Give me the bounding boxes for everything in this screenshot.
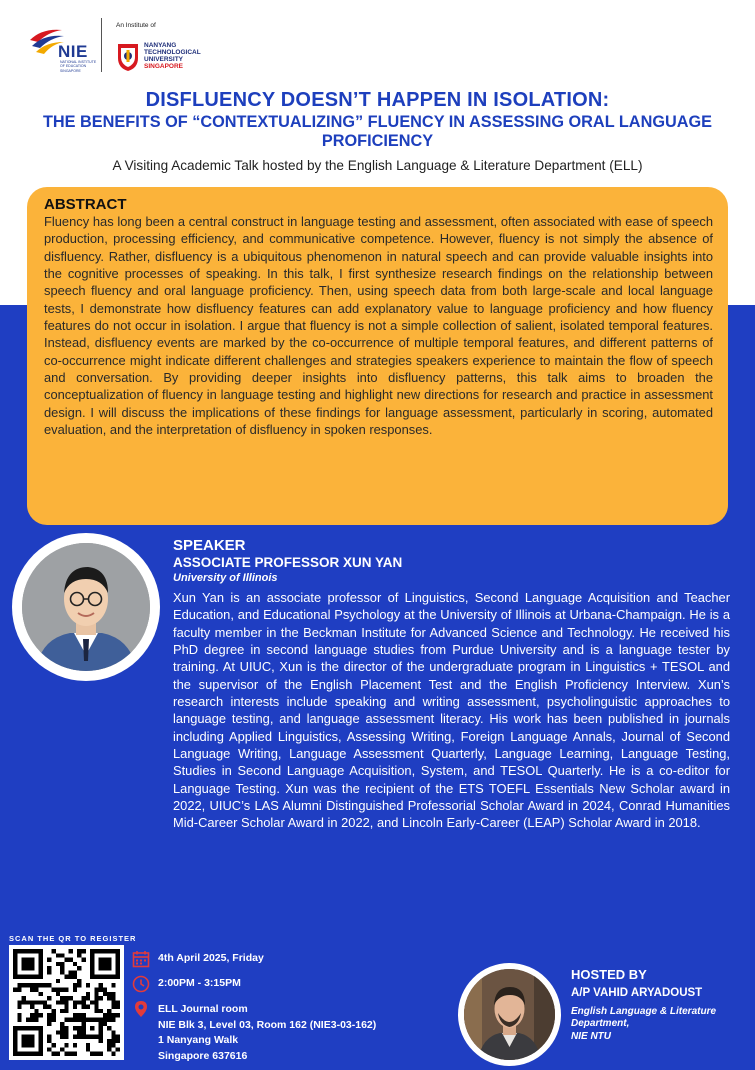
- speaker-name: ASSOCIATE PROFESSOR XUN YAN: [173, 555, 403, 570]
- nie-logo: [28, 22, 98, 76]
- speaker-avatar: [22, 543, 150, 671]
- abstract-box: [27, 187, 728, 525]
- institute-of-label: An Institute of: [116, 22, 156, 29]
- ntu-logo-text: [144, 42, 201, 70]
- host-portrait-icon: [464, 969, 555, 1060]
- event-venue: [158, 1002, 376, 1064]
- logo-divider: [101, 18, 102, 72]
- abstract-heading: ABSTRACT: [44, 196, 127, 213]
- host-photo: [458, 963, 561, 1066]
- location-pin-icon: [132, 1000, 150, 1018]
- host-affil-line: Department,: [571, 1018, 630, 1030]
- ntu-line: NANYANG: [144, 42, 177, 49]
- talk-host-line: A Visiting Academic Talk hosted by the English Language & Literature Department (ELL): [112, 158, 643, 173]
- registration-qr-code[interactable]: [9, 945, 124, 1060]
- main-title: DISFLUENCY DOESN’T HAPPEN IN ISOLATION:: [145, 89, 610, 111]
- sub-title: THE BENEFITS OF “CONTEXTUALIZING” FLUENCY IN ASSESSING ORAL LANGUAGE PROFICIENCY: [42, 113, 713, 150]
- event-time: 2:00PM - 3:15PM: [158, 977, 241, 989]
- venue-line: 1 Nanyang Walk: [158, 1034, 239, 1046]
- logo-bar: [28, 18, 328, 78]
- host-heading: HOSTED BY: [571, 967, 647, 982]
- ntu-line: TECHNOLOGICAL: [144, 49, 201, 56]
- qr-code-icon: [13, 949, 120, 1056]
- speaker-bio: Xun Yan is an associate professor of Linguistics, Second Language Acquisition and Teacher Education, and Educational Psychology at the University of Illinois at Urbana-Champaign. He is a faculty member in the Beckman Institute for Advanced Science and Technology. He received his PhD degree in second language studies from Purdue University and is a language tester by training. At UIUC, Xun is the director of the undergraduate program in Linguistics + TESOL and the supervisor of the English Placement Test and the English Proficiency Interview. Xun’s research interests include speaking and writing assessment, psycholinguistic approaches to language testing, and language assessment literacy. His work has been published in journals including Applied Linguistics, Assessing Writing, Foreign Language Annals, Journal of Second Language Writing, Language Assessment Quarterly, Language Learning, Language Testing, Studies in Second Language Acquisition, System, and TESOL Quarterly. He is a co-editor for Language Testing. Xun was the recipient of the ETS TOEFL Essentials New Scholar award in 2022, UIUC’s LAS Alumni Distinguished Professorial Scholar Award in 2024, Conrad Humanities Mid-Career Scholar Award in 2022, and Lincoln Early-Career (LEAP) Scholar Award in 2018.: [173, 590, 730, 831]
- speaker-portrait-icon: [22, 543, 150, 671]
- host-affiliation: [571, 1006, 751, 1043]
- host-name: A/P VAHID ARYADOUST: [571, 987, 703, 999]
- ntu-line: UNIVERSITY: [144, 56, 184, 63]
- speaker-affiliation: University of Illinois: [173, 572, 278, 584]
- venue-line: Singapore 637616: [158, 1049, 248, 1062]
- host-affil-line: English Language & Literature: [571, 1006, 717, 1017]
- nie-logo-text: NIE: [58, 42, 88, 61]
- abstract-body: Fluency has long been a central construct in language testing and assessment, often associated with ease of speech production, processing efficiency, and communicative competence. However, fluency is not simply the absence of disfluency. Rather, disfluency is a ubiquitous phenomenon in natural speech and can provide valuable insights into the cognitive processes of speaking. In this talk, I first synthesize research findings on the relationship between speech fluency and oral language proficiency. Then, using speech data from both large-scale and local language tests, I demonstrate how disfluency features can add explanatory value to language proficiency and how fluency features do not occur in isolation. I argue that fluency is not a simple collection of salient, isolated temporal features. Instead, disfluency events are marked by the co-occurrence of multiple temporal features, and different patterns of co-occurrence might indicate different challenges and strategies speakers experience to maintain the flow of speech and conversation. By providing deeper insights into disfluency patterns, this talk aims to broaden the conceptualization of fluency in language testing and highlight new directions for research and practice in assessment design. I will discuss the implications of these findings for language assessment, particularly in scoring, automated evaluation, and the interpretation of disfluency in spoken responses.: [44, 214, 713, 438]
- ntu-line: SINGAPORE: [144, 63, 184, 70]
- clock-icon: [132, 975, 150, 993]
- speaker-photo: [12, 533, 160, 681]
- host-avatar: [464, 969, 555, 1060]
- calendar-icon: [132, 950, 150, 968]
- event-date: 4th April 2025, Friday: [158, 952, 264, 964]
- speaker-heading: SPEAKER: [173, 537, 246, 554]
- nie-logo-subtext: NATIONAL INSTITUTE OF EDUCATION SINGAPORE: [60, 60, 97, 73]
- host-affil-line: NIE NTU: [571, 1030, 611, 1042]
- venue-line: NIE Blk 3, Level 03, Room 162 (NIE3-03-162): [158, 1018, 377, 1031]
- scan-qr-label: SCAN THE QR TO REGISTER: [9, 934, 137, 943]
- ntu-crest-icon: [116, 42, 140, 72]
- venue-line: ELL Journal room: [158, 1003, 248, 1015]
